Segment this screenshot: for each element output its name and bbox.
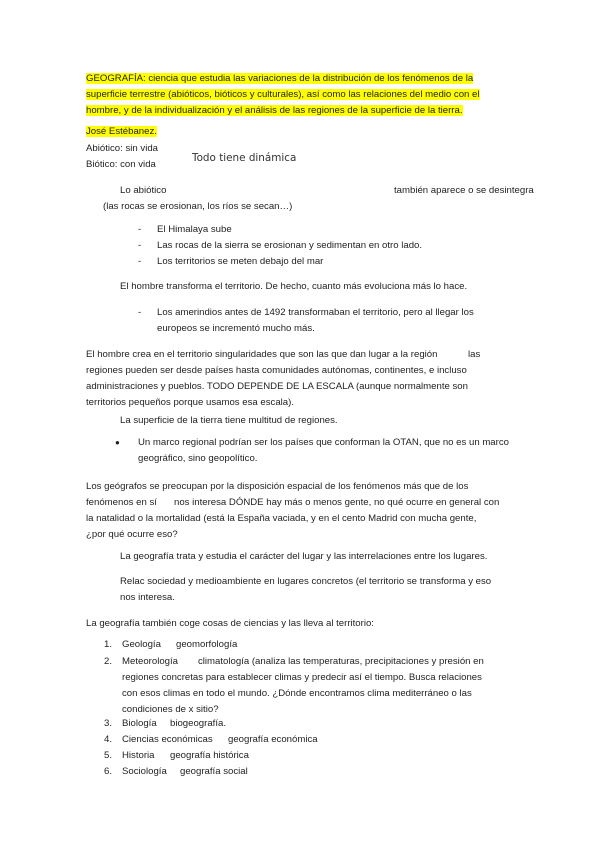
definition-line-2: superficie terrestre (abióticos, bióticos y culturales), así como las relaciones del medio con el xyxy=(86,89,480,100)
para1-line-2: regiones pueden ser desde países hasta comunidades autónomas, continentes, e incluso xyxy=(86,365,467,376)
list-item-left: Meteorología xyxy=(122,656,178,667)
para1-las: las xyxy=(468,349,481,360)
lo-abiotico-text: Lo abiótico xyxy=(120,185,167,196)
list-number: 3. xyxy=(104,718,113,729)
list-item-left: Historia xyxy=(122,750,155,761)
para2-line-2b: nos interesa DÓNDE hay más o menos gente, no qué ocurre en general con xyxy=(174,497,500,508)
list-number: 6. xyxy=(104,766,113,777)
list-number: 5. xyxy=(104,750,113,761)
meteo-cont-2: con esos climas en todo el mundo. ¿Dónde encontramos clima mediterráneo o las xyxy=(122,688,472,699)
author-line: José Estébanez. xyxy=(86,126,157,137)
definition-line-3: hombre, y de la individualización y el análisis de las regiones de la superficie de la tierra. xyxy=(86,105,463,116)
relac-line-2: nos interesa. xyxy=(120,592,175,603)
amerindios-line-2: europeos se incrementó mucho más. xyxy=(157,323,315,334)
geografia-trata-text: La geografía trata y estudia el carácter del lugar y las interrelaciones entre los lugares. xyxy=(120,551,488,562)
list-number: 4. xyxy=(104,734,113,745)
amerindios-line-1: Los amerindios antes de 1492 transformaban el territorio, pero al llegar los xyxy=(157,307,474,318)
para1-line-4: territorios pequeños porque usamos esa escala). xyxy=(86,397,294,408)
list-item-right: geografía histórica xyxy=(170,750,249,761)
tambien-text: también aparece o se desintegra xyxy=(394,185,534,196)
dash-marker: - xyxy=(138,307,142,318)
list-item-left: Biología xyxy=(122,718,157,729)
otan-line-2: geográfico, sino geopolítico. xyxy=(138,453,258,464)
otan-line-1: Un marco regional podrían ser los países que conforman la OTAN, que no es un marco xyxy=(138,437,509,448)
superficie-text: La superficie de la tierra tiene multitud de regiones. xyxy=(120,415,338,426)
dash-marker: - xyxy=(138,256,142,267)
para2-line-2a: fenómenos en sí xyxy=(86,497,157,508)
handwritten-note: Todo tiene dinámica xyxy=(192,152,297,164)
definition-line-1: GEOGRAFÍA: ciencia que estudia las variaciones de la distribución de los fenómenos de la xyxy=(86,73,474,84)
para2-line-3: la natalidad o la mortalidad (está la España vaciada, y en el cento Madrid con mucha gente, xyxy=(86,513,477,524)
biotico-line: Biótico: con vida xyxy=(86,159,156,170)
para2-line-4: ¿por qué ocurre eso? xyxy=(86,529,178,540)
list-item-right: geografía social xyxy=(180,766,248,777)
para1-line-3: administraciones y pueblos. TODO DEPENDE DE LA ESCALA (aunque normalmente son xyxy=(86,381,468,392)
list-item-left: Geología xyxy=(122,639,161,650)
rocas-text: (las rocas se erosionan, los ríos se secan…) xyxy=(103,201,293,212)
list-number: 1. xyxy=(104,639,113,650)
list-item-left: Sociología xyxy=(122,766,167,777)
dash-item-3: Los territorios se meten debajo del mar xyxy=(157,256,324,267)
dash-marker: - xyxy=(138,224,142,235)
list-item-left: Ciencias económicas xyxy=(122,734,213,745)
coge-text: La geografía también coge cosas de ciencias y las lleva al territorio: xyxy=(86,618,374,629)
list-item-right: climatología (analiza las temperaturas, precipitaciones y presión en xyxy=(198,656,484,667)
abiotico-line: Abiótico: sin vida xyxy=(86,143,158,154)
bullet-marker: ● xyxy=(115,438,120,447)
list-item-right: biogeografía. xyxy=(170,718,227,729)
relac-line-1: Relac sociedad y medioambiente en lugares concretos (el territorio se transforma y eso xyxy=(120,576,492,587)
para1-line-1: El hombre crea en el territorio singularidades que son las que dan lugar a la región xyxy=(86,349,438,360)
meteo-cont-3: condiciones de x sitio? xyxy=(122,704,219,715)
list-item-right: geografía económica xyxy=(228,734,318,745)
dash-marker: - xyxy=(138,240,142,251)
para2-line-1: Los geógrafos se preocupan por la disposición espacial de los fenómenos más que de los xyxy=(86,481,469,492)
meteo-cont-1: regiones concretas para establecer climas y predecir así el tiempo. Busca relaciones xyxy=(122,672,482,683)
dash-item-1: El Himalaya sube xyxy=(157,224,232,235)
list-number: 2. xyxy=(104,656,113,667)
dash-item-2: Las rocas de la sierra se erosionan y sedimentan en otro lado. xyxy=(157,240,423,251)
list-item-right: geomorfología xyxy=(176,639,238,650)
hombre-transforma-text: El hombre transforma el territorio. De hecho, cuanto más evoluciona más lo hace. xyxy=(120,281,468,292)
